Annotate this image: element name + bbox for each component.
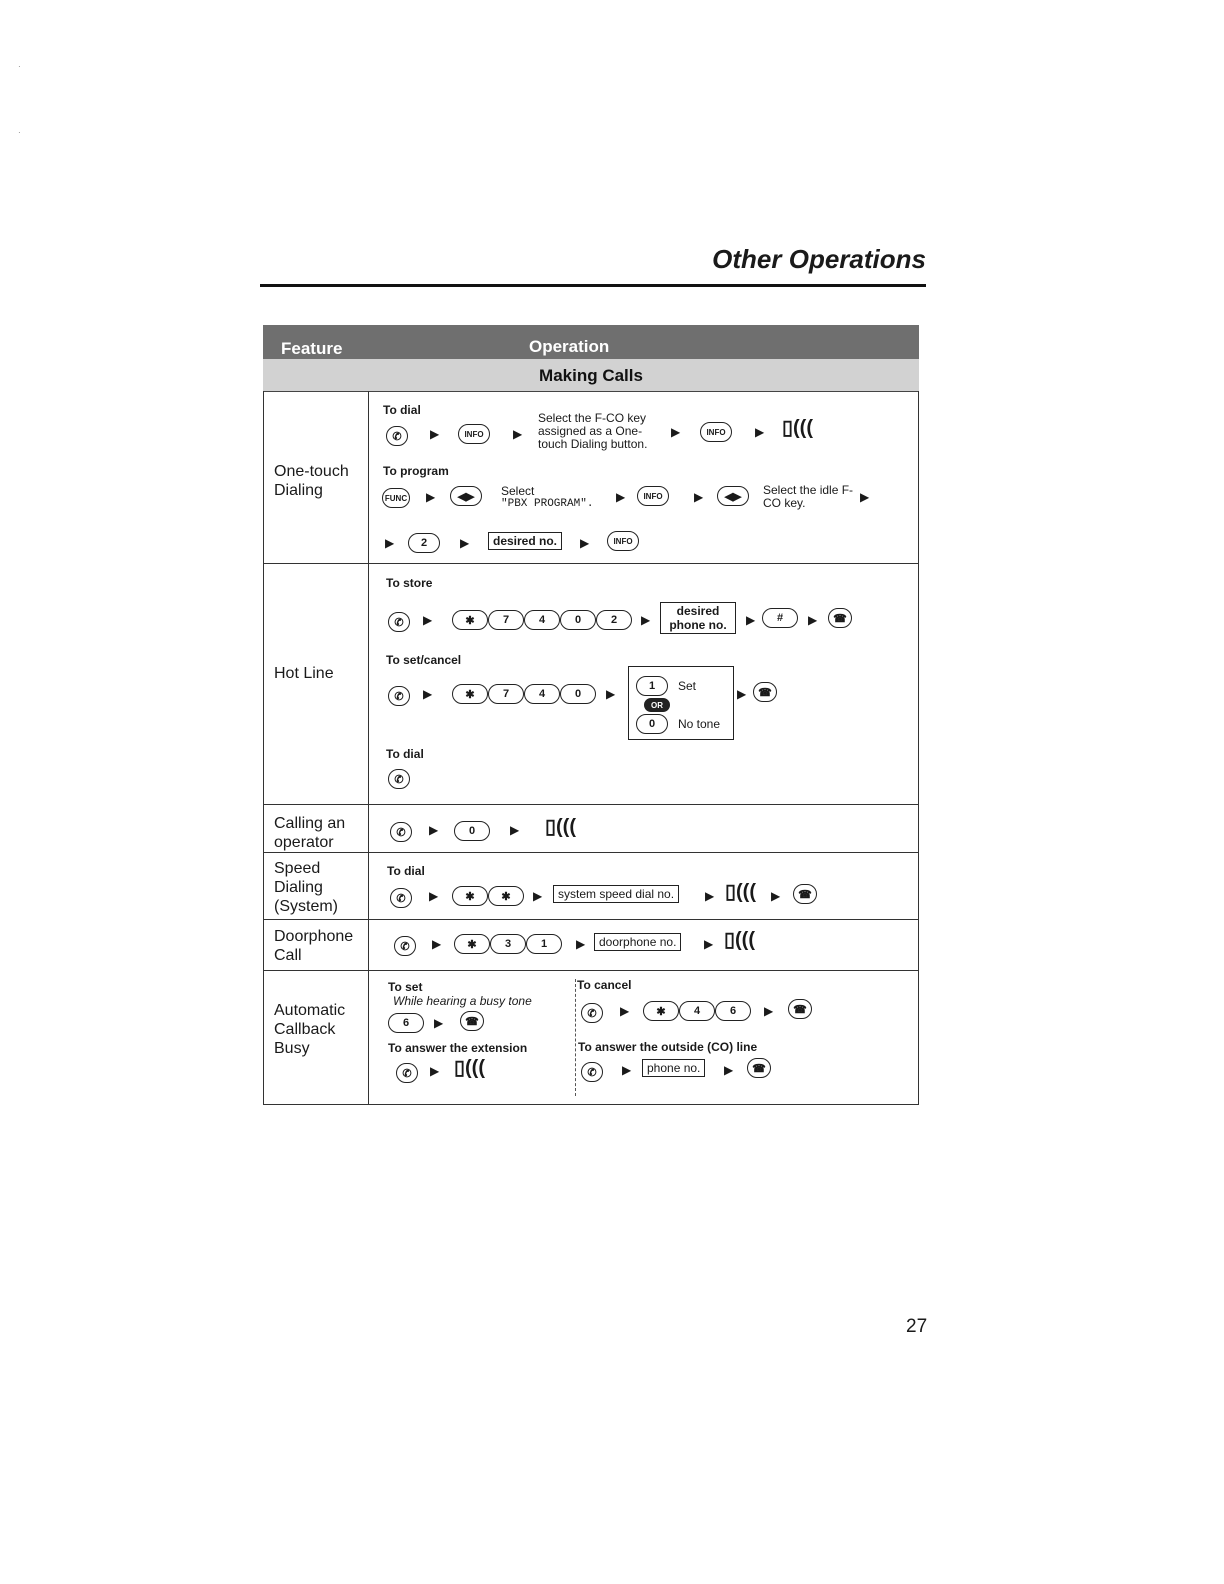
key-6: 6 — [388, 1013, 424, 1033]
notone-text: No tone — [678, 717, 721, 731]
star-key: ✱ — [488, 886, 524, 906]
hangup-icon: ☎ — [828, 608, 852, 628]
key-4: 4 — [524, 684, 560, 704]
feature-name: Doorphone Call — [274, 928, 354, 964]
arrow-icon: ▶ — [429, 889, 439, 903]
arrow-icon: ▶ — [385, 536, 395, 550]
dial-label: To dial — [386, 747, 424, 761]
arrow-icon: ▶ — [533, 889, 543, 903]
table-row — [263, 392, 919, 564]
table-row — [263, 564, 919, 805]
arrow-icon: ▶ — [764, 1004, 774, 1018]
desired-phone-box: desired phone no. — [660, 602, 736, 634]
handset-icon: ✆ — [388, 686, 410, 706]
setcancel-label: To set/cancel — [386, 653, 462, 667]
handset-icon: ✆ — [390, 888, 412, 908]
key-6: 6 — [715, 1001, 751, 1021]
feature-name: Calling an operator — [274, 815, 346, 851]
program-note: Select the idle F-CO key. — [763, 483, 854, 510]
arrow-icon: ▶ — [694, 490, 704, 504]
handset-icon: ✆ — [388, 612, 410, 632]
dial-note: Select the F-CO key assigned as a One-touch Dialing button. — [538, 411, 648, 451]
key-0: 0 — [560, 684, 596, 704]
info-key: INFO — [700, 422, 732, 442]
arrow-icon: ▶ — [434, 1016, 444, 1030]
col-operation: Operation — [529, 337, 610, 356]
margin-mark: · — [18, 128, 21, 137]
arrow-icon: ▶ — [724, 1063, 734, 1077]
key-2: 2 — [596, 610, 632, 630]
operation-cell — [380, 564, 913, 804]
arrow-icon: ▶ — [426, 490, 436, 504]
arrow-icon: ▶ — [429, 823, 439, 837]
handset-icon: ✆ — [388, 769, 410, 789]
key-7: 7 — [488, 610, 524, 630]
arrow-icon: ▶ — [430, 1064, 440, 1078]
star-key: ✱ — [452, 610, 488, 630]
operation-cell — [380, 853, 913, 919]
table-header — [263, 325, 919, 359]
arrow-icon: ▶ — [755, 425, 765, 439]
feature-table — [263, 325, 919, 1105]
doorphone-box: doorphone no. — [594, 933, 681, 951]
answer-extension-label: To answer the extension — [388, 1041, 528, 1055]
hangup-icon: ☎ — [747, 1058, 771, 1078]
page-number: 27 — [906, 1316, 928, 1337]
dial-label: To dial — [387, 864, 425, 878]
cancel-label: To cancel — [577, 978, 632, 992]
info-key: INFO — [637, 486, 669, 506]
key-4: 4 — [524, 610, 560, 630]
key-2: 2 — [408, 533, 440, 553]
arrow-icon: ▶ — [622, 1063, 632, 1077]
feature-name: Hot Line — [274, 665, 334, 682]
feature-name: Automatic Callback Busy — [274, 1002, 346, 1057]
star-key: ✱ — [643, 1001, 679, 1021]
feature-name: Speed Dialing (System) — [274, 860, 338, 915]
arrow-icon: ▶ — [430, 427, 440, 441]
handset-icon: ✆ — [390, 822, 412, 842]
navigator-key: ◀▶ — [450, 486, 482, 506]
star-key: ✱ — [454, 934, 490, 954]
arrow-icon: ▶ — [737, 687, 747, 701]
operation-cell — [380, 920, 913, 970]
col-feature: Feature — [281, 339, 343, 358]
info-key: INFO — [607, 531, 639, 551]
key-3: 3 — [490, 934, 526, 954]
table-row — [263, 805, 919, 853]
program-name: "PBX PROGRAM". — [501, 498, 594, 510]
dashed-divider — [575, 979, 576, 1096]
func-key: FUNC — [382, 488, 410, 508]
arrow-icon: ▶ — [616, 490, 626, 504]
set-text: Set — [678, 679, 697, 693]
talk-icon: ▯((( — [782, 417, 813, 439]
table-row — [263, 971, 919, 1105]
arrow-icon: ▶ — [705, 889, 715, 903]
key-0: 0 — [560, 610, 596, 630]
key-0: 0 — [454, 821, 490, 841]
key-4: 4 — [679, 1001, 715, 1021]
store-label: To store — [386, 576, 433, 590]
set-label: To set — [388, 980, 423, 994]
hash-key: # — [762, 608, 798, 628]
arrow-icon: ▶ — [771, 889, 781, 903]
hangup-icon: ☎ — [793, 884, 817, 904]
talk-icon: ▯((( — [545, 816, 576, 838]
arrow-icon: ▶ — [510, 823, 520, 837]
key-7: 7 — [488, 684, 524, 704]
table-row — [263, 920, 919, 971]
hangup-icon: ☎ — [788, 999, 812, 1019]
talk-icon: ▯((( — [724, 929, 755, 951]
program-select: Select — [501, 484, 535, 498]
arrow-icon: ▶ — [513, 427, 523, 441]
section-title: Other Operations — [712, 244, 926, 274]
arrow-icon: ▶ — [423, 613, 433, 627]
margin-mark: · — [18, 62, 21, 71]
group-title: Making Calls — [539, 366, 643, 385]
dial-label: To dial — [383, 403, 421, 417]
talk-icon: ▯((( — [454, 1057, 485, 1079]
arrow-icon: ▶ — [620, 1004, 630, 1018]
handset-icon: ✆ — [394, 936, 416, 956]
operation-cell — [380, 392, 913, 563]
talk-icon: ▯((( — [725, 881, 756, 903]
or-badge: OR — [644, 698, 670, 712]
key-0: 0 — [636, 714, 668, 734]
group-header — [263, 359, 919, 392]
handset-icon: ✆ — [581, 1062, 603, 1082]
feature-name: One-touch Dialing — [274, 463, 349, 499]
arrow-icon: ▶ — [460, 536, 470, 550]
arrow-icon: ▶ — [860, 490, 870, 504]
hangup-icon: ☎ — [753, 682, 777, 702]
arrow-icon: ▶ — [576, 937, 586, 951]
star-key: ✱ — [452, 886, 488, 906]
handset-icon: ✆ — [581, 1003, 603, 1023]
set-note: While hearing a busy tone — [393, 994, 532, 1008]
info-key: INFO — [458, 424, 490, 444]
handset-icon: ✆ — [396, 1063, 418, 1083]
phone-no-box: phone no. — [642, 1059, 705, 1077]
key-1: 1 — [526, 934, 562, 954]
arrow-icon: ▶ — [808, 613, 818, 627]
arrow-icon: ▶ — [671, 425, 681, 439]
key-1: 1 — [636, 676, 668, 696]
table-row — [263, 853, 919, 920]
hangup-icon: ☎ — [460, 1011, 484, 1031]
navigator-key: ◀▶ — [717, 486, 749, 506]
operation-cell — [380, 805, 913, 852]
handset-icon: ✆ — [386, 426, 408, 446]
program-label: To program — [383, 464, 449, 478]
operation-cell — [380, 971, 913, 1104]
speed-dial-box: system speed dial no. — [553, 885, 679, 903]
star-key: ✱ — [452, 684, 488, 704]
arrow-icon: ▶ — [641, 613, 651, 627]
arrow-icon: ▶ — [606, 687, 616, 701]
arrow-icon: ▶ — [704, 937, 714, 951]
desired-no-box: desired no. — [488, 532, 562, 550]
answer-co-label: To answer the outside (CO) line — [578, 1040, 758, 1054]
arrow-icon: ▶ — [580, 536, 590, 550]
arrow-icon: ▶ — [432, 937, 442, 951]
title-rule — [260, 284, 926, 287]
arrow-icon: ▶ — [746, 613, 756, 627]
arrow-icon: ▶ — [423, 687, 433, 701]
